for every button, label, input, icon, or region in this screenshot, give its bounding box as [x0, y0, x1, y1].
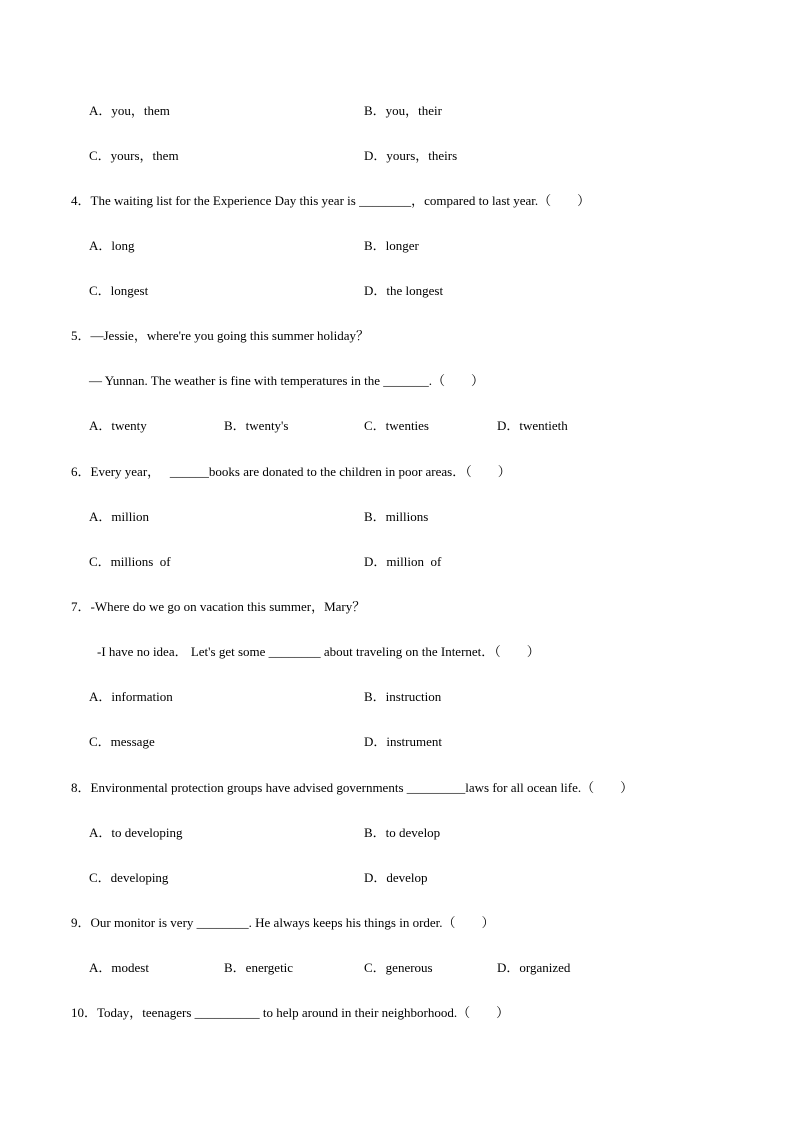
q4-option-d: D．the longest [364, 283, 444, 298]
q8-stem: 8．Environmental protection groups have advised governments _________laws for all ocean life.（ ） [71, 780, 634, 795]
q4-option-c: C．longest [89, 283, 149, 298]
q10-stem: 10．Today，teenagers __________ to help around in their neighborhood.（ ） [71, 1005, 510, 1020]
q4-stem: 4．The waiting list for the Experience Day this year is ________，compared to last year.（ ） [71, 193, 591, 208]
q3-option-c: C．yours，them [89, 148, 179, 163]
q9-option-a: A．modest [89, 960, 149, 975]
q3-option-b: B．you，their [364, 103, 442, 118]
q8-option-d: D．develop [364, 870, 428, 885]
q5-stem: 5．—Jessie，where're you going this summer holiday？ [71, 328, 370, 343]
q9-option-d: D．organized [497, 960, 571, 975]
q7-stem: 7．-Where do we go on vacation this summer，Mary？ [71, 599, 366, 614]
q5-option-c: C．twenties [364, 418, 429, 433]
q5-option-d: D．twentieth [497, 418, 568, 433]
q8-option-c: C．developing [89, 870, 169, 885]
q7-option-d: D．instrument [364, 734, 442, 749]
q9-stem: 9．Our monitor is very ________. He always keeps his things in order.（ ） [71, 915, 495, 930]
q8-option-b: B．to develop [364, 825, 441, 840]
q3-option-d: D．yours，theirs [364, 148, 458, 163]
q5-stem-reply: — Yunnan. The weather is fine with temperatures in the _______.（ ） [89, 373, 484, 388]
q8-option-a: A．to developing [89, 825, 183, 840]
q6-option-b: B．millions [364, 509, 429, 524]
q6-option-d: D．million of [364, 554, 442, 569]
q3-option-a: A．you，them [89, 103, 170, 118]
q7-stem-reply: -I have no idea． Let's get some ________ about traveling on the Internet．（ ） [97, 644, 540, 659]
q7-option-b: B．instruction [364, 689, 442, 704]
q4-option-a: A．long [89, 238, 135, 253]
q6-option-a: A．million [89, 509, 149, 524]
q5-option-b: B．twenty's [224, 418, 289, 433]
q7-option-a: A．information [89, 689, 173, 704]
q4-option-b: B．longer [364, 238, 419, 253]
q9-option-c: C．generous [364, 960, 433, 975]
q9-option-b: B．energetic [224, 960, 294, 975]
q7-option-c: C．message [89, 734, 155, 749]
q6-stem: 6．Every year， ______books are donated to the children in poor areas．（ ） [71, 464, 511, 479]
q6-option-c: C．millions of [89, 554, 171, 569]
q5-option-a: A．twenty [89, 418, 147, 433]
